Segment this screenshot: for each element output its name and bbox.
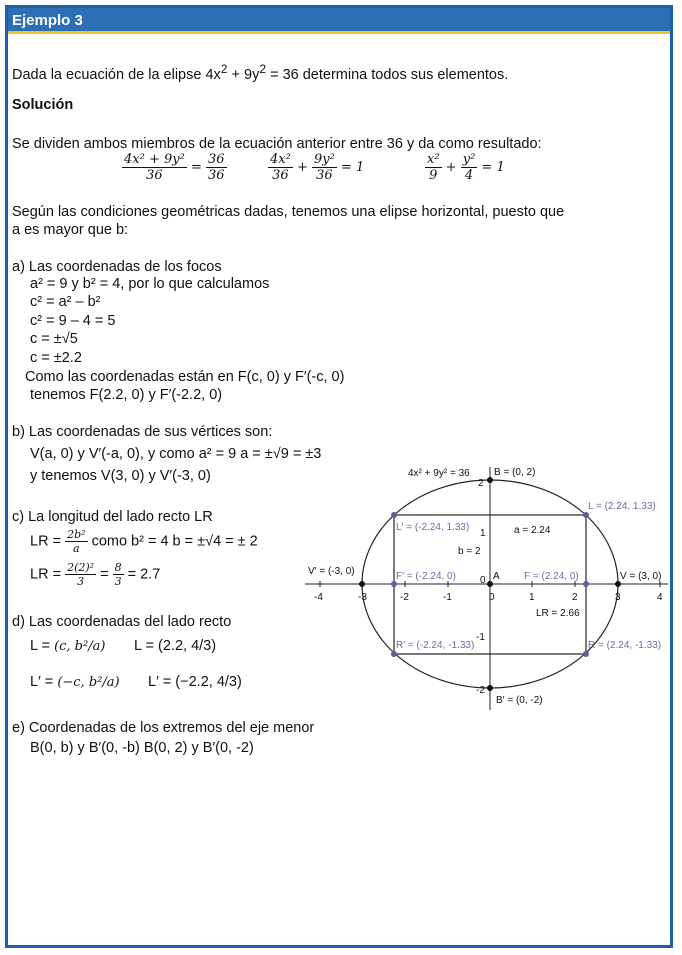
intro-text: Dada la ecuación de la elipse $4x^2 + 9y^2 = 36$ determina todos sus elementos. [12, 62, 509, 83]
label-V: V = (3, 0) [620, 571, 662, 582]
point-L [583, 512, 589, 518]
svg-text:-3: -3 [358, 592, 367, 603]
point-R [583, 651, 589, 657]
section-b-line-2: y tenemos V(3, 0) y V′(-3, 0) [30, 468, 211, 484]
section-d-title: d) Las coordenadas del lado recto [12, 614, 232, 630]
label-LR: LR = 2.66 [536, 608, 580, 619]
point-V-prime [359, 581, 365, 587]
section-e-line-1: B(0, b) y B′(0, -b) B(0, 2) y B′(0, -2) [30, 740, 254, 756]
svg-text:0: 0 [480, 575, 486, 586]
point-B-prime [487, 685, 493, 691]
label-L-prime: L′ = (-2.24, 1.33) [396, 522, 470, 533]
L-value: L = (2.2, 4/3) [134, 638, 217, 654]
label-L: L = (2.24, 1.33) [588, 501, 656, 512]
equation-3: $\frac{\text{x²}}{9}$ + $\frac{\text{y²}}{4}$ = 1 [427, 152, 505, 183]
L-prime-general: L′ = (−c, b²/a) [30, 674, 120, 690]
label-R-prime: R′ = (-2.24, -1.33) [396, 640, 475, 651]
label-F-prime: F′ = (-2.24, 0) [396, 571, 456, 582]
lado-recto-formula: LR = $\frac{\text{2b²}}{a}$ como b² = 4 b = ±√4 = ± 2 [30, 528, 258, 555]
svg-text:-2: -2 [476, 685, 485, 696]
section-a-line-7: tenemos F(2.2, 0) y F′(-2.2, 0) [30, 387, 223, 403]
svg-text:2: 2 [478, 478, 484, 489]
label-B-prime: B′ = (0, -2) [496, 695, 543, 706]
section-c-title: c) La longitud del lado recto LR [12, 509, 213, 525]
section-a-line-5: c = ±2.2 [30, 350, 82, 366]
x-tick-labels [314, 592, 663, 603]
label-R: R = (2.24, -1.33) [588, 640, 662, 651]
label-b: b = 2 [458, 546, 481, 557]
svg-text:-4: -4 [314, 592, 323, 603]
section-a-line-6: Como las coordenadas están en F(c, 0) y F′(-c, 0) [25, 369, 345, 385]
conditions-line-1: Según las condiciones geométricas dadas, tenemos una elipse horizontal, puesto que [12, 204, 565, 220]
svg-text:3: 3 [615, 592, 621, 603]
svg-text:2: 2 [572, 592, 578, 603]
section-e-title: e) Coordenadas de los extremos del eje menor [12, 720, 315, 736]
label-F: F = (2.24, 0) [524, 571, 579, 582]
equation-1: $\frac{\text{4x² + 9y²}}{36}$ = $\frac{36}{36}$ [124, 152, 225, 183]
svg-text:0: 0 [489, 592, 495, 603]
section-b-title: b) Las coordenadas de sus vértices son: [12, 424, 273, 440]
section-a-title: a) Las coordenadas de los focos [12, 259, 222, 275]
section-a-line-1: a² = 9 y b² = 4, por lo que calculamos [30, 276, 270, 292]
section-a-line-4: c = ±√5 [30, 331, 78, 347]
lado-recto-value: LR = $\frac{\text{2(2)²}}{3}$ = $\frac{8}{3}$ = 2.7 [30, 561, 161, 588]
svg-text:-1: -1 [476, 632, 485, 643]
example-header [8, 8, 670, 34]
L-general: L = (c, b²/a) [30, 638, 106, 654]
point-L-prime [391, 512, 397, 518]
example-title: Ejemplo 3 [12, 12, 83, 29]
point-B [487, 477, 493, 483]
divide-text: Se dividen ambos miembros de la ecuación anterior entre 36 y da como resultado: [12, 136, 542, 152]
svg-text:4: 4 [657, 592, 663, 603]
ellipse-graph [300, 462, 672, 714]
L-prime-value: L′ = (−2.2, 4/3) [148, 674, 242, 690]
y-tick-labels [476, 478, 486, 696]
equation-2: $\frac{\text{4x²}}{36}$ + $\frac{\text{9y²}}{36}$ = 1 [270, 152, 365, 183]
section-a-line-3: c² = 9 – 4 = 5 [30, 313, 116, 329]
svg-text:-2: -2 [400, 592, 409, 603]
label-A: A [493, 571, 500, 582]
label-a: a = 2.24 [514, 525, 551, 536]
svg-text:-1: -1 [443, 592, 452, 603]
equation-label: 4x² + 9y² = 36 [408, 468, 470, 479]
solution-label: Solución [12, 97, 74, 113]
point-R-prime [391, 651, 397, 657]
label-V-prime: V′ = (-3, 0) [308, 566, 355, 577]
point-F [583, 581, 589, 587]
conditions-line-2: a es mayor que b: [12, 222, 129, 238]
label-B: B = (0, 2) [494, 467, 536, 478]
svg-text:1: 1 [480, 528, 486, 539]
svg-text:1: 1 [529, 592, 535, 603]
section-a-line-2: c² = a² – b² [30, 294, 101, 310]
section-b-line-1: V(a, 0) y V′(-a, 0), y como a² = 9 a = ±√9 = ±3 [30, 446, 322, 462]
